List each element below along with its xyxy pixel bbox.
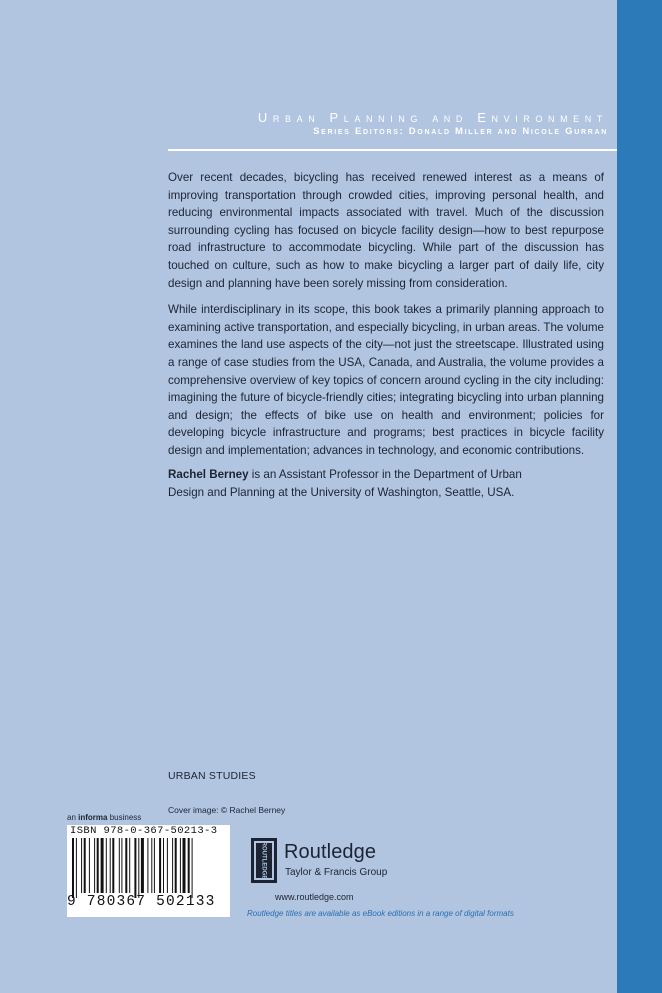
barcode-bar — [183, 838, 186, 893]
barcode-bar — [81, 838, 82, 893]
series-editors: Series Editors: Donald Miller and Nicole Gurran — [313, 126, 608, 137]
barcode-bar — [154, 838, 155, 893]
publisher-website: www.routledge.com — [275, 892, 354, 902]
barcode-bar — [134, 838, 136, 898]
barcode-bar — [97, 838, 99, 893]
barcode-bar — [110, 838, 111, 893]
routledge-logo-icon — [251, 838, 277, 883]
barcode-bar — [167, 838, 168, 893]
informa-tagline — [67, 813, 141, 822]
barcode-bar — [138, 838, 139, 898]
barcode-bar — [180, 838, 181, 893]
barcode-bar — [112, 838, 114, 893]
ebook-note: Routledge titles are available as eBook editions in a range of digital formats — [247, 909, 514, 918]
barcode-bar — [125, 838, 127, 893]
ean-digits: 9 780367 502133 — [67, 894, 216, 910]
subject-category: URBAN STUDIES — [168, 770, 256, 782]
isbn-text: ISBN 978-0-367-50213-3 — [70, 825, 218, 837]
cover-image-credit: Cover image: © Rachel Berney — [168, 805, 286, 815]
informa-suffix: business — [107, 813, 142, 822]
author-bio — [168, 466, 604, 501]
barcode-bar — [72, 838, 74, 898]
barcode-bar — [101, 838, 104, 893]
barcode-bar — [141, 838, 144, 893]
barcode-bar — [89, 838, 90, 893]
author-bio-line-2: Design and Planning at the University of Washington, Seattle, USA. — [168, 485, 515, 499]
barcode-bar — [106, 838, 107, 893]
barcode-bar — [121, 838, 122, 893]
barcode-bar — [188, 838, 190, 893]
logo-mark-text: ROUTLEDGE — [260, 841, 267, 880]
barcode-bar — [192, 838, 193, 898]
blurb-paragraph-2: While interdisciplinary in its scope, this book takes a primarily planning approach to examining active transportation, and especially bicycling, in urban areas. The volume examines the land use aspects of the city—not just the streetscape. Illustrated using a range of case studies from the USA, Canada, and Australia, the volume provides a comprehensive overview of key topics of concern around cycling in the city including: imagining the future of bicycle-friendly cities; integrating bicycling into urban planning and design; the effects of bike use on health and environment; policies for developing bicycle infrastructure and programs; best practices in bicycle facility design and implementation; advances in technology, and economic contributions. — [168, 303, 604, 457]
barcode-bars — [69, 838, 227, 898]
series-divider — [168, 149, 617, 151]
isbn-barcode — [67, 825, 230, 917]
author-name: Rachel Berney — [168, 468, 249, 481]
series-title: Urban Planning and Environment — [257, 110, 608, 125]
barcode-bar — [129, 838, 130, 893]
spine-strip — [617, 0, 662, 993]
publisher-group: Taylor & Francis Group — [285, 867, 388, 878]
barcode-bar — [147, 838, 148, 893]
informa-prefix: an — [67, 813, 79, 822]
barcode-bar — [159, 838, 161, 893]
barcode-bar — [84, 838, 86, 893]
barcode-bar — [151, 838, 152, 893]
barcode-bar — [119, 838, 120, 893]
barcode-bar — [94, 838, 95, 893]
barcode-bar — [172, 838, 173, 893]
author-bio-line-1: is an Assistant Professor in the Department of Urban — [248, 468, 522, 481]
barcode-bar — [76, 838, 77, 898]
barcode-bar — [175, 838, 177, 893]
barcode-bar — [163, 838, 164, 893]
book-blurb — [168, 169, 604, 469]
blurb-paragraph-1: Over recent decades, bicycling has received renewed interest as a means of improving transportation through crowded cities, improving personal health, and reducing environmental impacts associated with travel. Much of the discussion surrounding cycling has focused on bicycle facility design—how to best repurpose road infrastructure to accommodate bicycling. While part of the discussion has touched on culture, such as how to make bicycling a larger part of daily life, city design and planning have been sorely missing from consideration. — [168, 171, 604, 290]
informa-brand: informa — [78, 813, 108, 822]
publisher-name: Routledge — [284, 841, 377, 863]
